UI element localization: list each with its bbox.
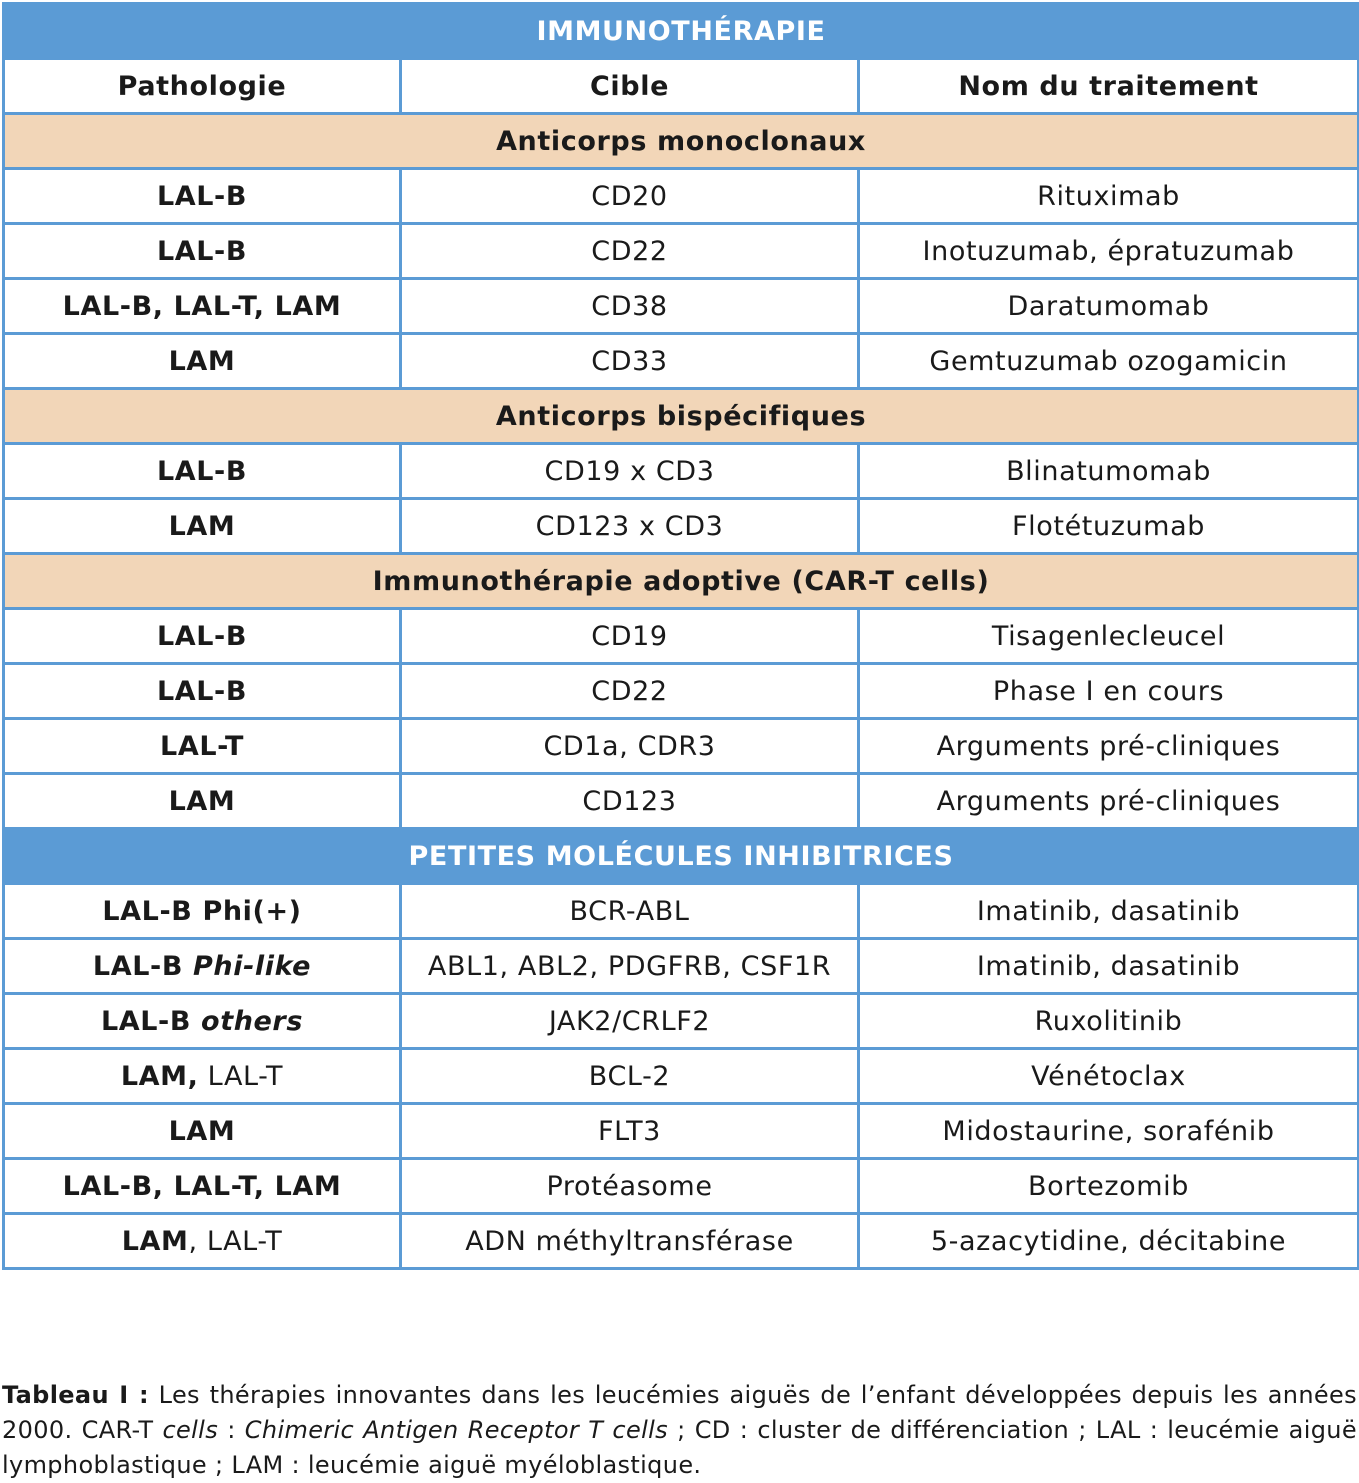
cible-cell: CD19 bbox=[401, 609, 859, 664]
pathologie-bold-part: LAL-B bbox=[92, 950, 193, 982]
section-title-small-molecules: PETITES MOLÉCULES INHIBITRICES bbox=[4, 829, 1359, 884]
traitement-cell: Tisagenlecleucel bbox=[859, 609, 1359, 664]
table-row bbox=[4, 774, 1359, 829]
column-header-row bbox=[4, 59, 1359, 114]
table-row bbox=[4, 279, 1359, 334]
column-header-traitement: Nom du traitement bbox=[859, 59, 1359, 114]
cible-cell: CD19 x CD3 bbox=[401, 444, 859, 499]
pathologie-cell: LAL-B Phi(+) bbox=[4, 884, 401, 939]
cible-cell: ADN méthyltransférase bbox=[401, 1214, 859, 1269]
pathologie-cell bbox=[4, 1214, 401, 1269]
pathologie-bold-part: LAL-B bbox=[100, 1005, 202, 1037]
section-row-small-molecules bbox=[4, 829, 1359, 884]
group-title-cart: Immunothérapie adoptive (CAR-T cells) bbox=[4, 554, 1359, 609]
pathologie-normal-part: LAL-T bbox=[198, 1060, 284, 1092]
caption-italic-1: cells bbox=[162, 1416, 219, 1444]
cible-cell: BCL-2 bbox=[401, 1049, 859, 1104]
group-title-monoclonal: Anticorps monoclonaux bbox=[4, 114, 1359, 169]
pathologie-cell bbox=[4, 1049, 401, 1104]
caption-label: Tableau I : bbox=[2, 1381, 149, 1409]
pathologie-italic-part: Phi-like bbox=[193, 950, 312, 982]
traitement-cell: Rituximab bbox=[859, 169, 1359, 224]
caption-text-3: ; CD : cluster de différenciation ; LAL : leucémie aiguë lymphoblastique ; LAM : leucémie aiguë myéloblastique. bbox=[2, 1416, 1357, 1479]
pathologie-normal-part: , LAL-T bbox=[188, 1225, 283, 1257]
table-row bbox=[4, 884, 1359, 939]
traitement-cell: Midostaurine, sorafénib bbox=[859, 1104, 1359, 1159]
traitement-cell: Vénétoclax bbox=[859, 1049, 1359, 1104]
cible-cell: ABL1, ABL2, PDGFRB, CSF1R bbox=[401, 939, 859, 994]
traitement-cell: Daratumomab bbox=[859, 279, 1359, 334]
traitement-cell: Imatinib, dasatinib bbox=[859, 884, 1359, 939]
pathologie-cell: LAL-B, LAL-T, LAM bbox=[4, 279, 401, 334]
cible-cell: CD1a, CDR3 bbox=[401, 719, 859, 774]
table-row bbox=[4, 169, 1359, 224]
caption-text-2: : bbox=[218, 1416, 245, 1444]
pathologie-cell: LAL-B bbox=[4, 224, 401, 279]
cible-cell: BCR-ABL bbox=[401, 884, 859, 939]
table-caption bbox=[2, 1378, 1357, 1483]
table-row bbox=[4, 1214, 1359, 1269]
traitement-cell: Arguments pré-cliniques bbox=[859, 719, 1359, 774]
table-row bbox=[4, 609, 1359, 664]
pathologie-cell: LAL-B, LAL-T, LAM bbox=[4, 1159, 401, 1214]
pathologie-cell bbox=[4, 994, 401, 1049]
cible-cell: CD22 bbox=[401, 224, 859, 279]
cible-cell: Protéasome bbox=[401, 1159, 859, 1214]
table-row bbox=[4, 1159, 1359, 1214]
column-header-pathologie: Pathologie bbox=[4, 59, 401, 114]
table-row bbox=[4, 444, 1359, 499]
section-title-immunotherapy: IMMUNOTHÉRAPIE bbox=[4, 4, 1359, 59]
traitement-cell: Blinatumomab bbox=[859, 444, 1359, 499]
group-row-monoclonal bbox=[4, 114, 1359, 169]
cible-cell: CD123 x CD3 bbox=[401, 499, 859, 554]
pathologie-cell: LAM bbox=[4, 1104, 401, 1159]
cible-cell: CD22 bbox=[401, 664, 859, 719]
traitement-cell: Imatinib, dasatinib bbox=[859, 939, 1359, 994]
pathologie-cell: LAM bbox=[4, 334, 401, 389]
cible-cell: CD123 bbox=[401, 774, 859, 829]
table-row bbox=[4, 499, 1359, 554]
pathologie-cell: LAL-B bbox=[4, 609, 401, 664]
table-row bbox=[4, 1104, 1359, 1159]
cible-cell: CD33 bbox=[401, 334, 859, 389]
section-row-immunotherapy bbox=[4, 4, 1359, 59]
pathologie-cell: LAL-B bbox=[4, 169, 401, 224]
cible-cell: FLT3 bbox=[401, 1104, 859, 1159]
cible-cell: CD20 bbox=[401, 169, 859, 224]
traitement-cell: Gemtuzumab ozogamicin bbox=[859, 334, 1359, 389]
pathologie-cell: LAL-B bbox=[4, 664, 401, 719]
pathologie-cell bbox=[4, 939, 401, 994]
pathologie-cell: LAM bbox=[4, 499, 401, 554]
traitement-cell: Bortezomib bbox=[859, 1159, 1359, 1214]
table-row bbox=[4, 719, 1359, 774]
table-row bbox=[4, 224, 1359, 279]
traitement-cell: Ruxolitinib bbox=[859, 994, 1359, 1049]
pathologie-cell: LAM bbox=[4, 774, 401, 829]
traitement-cell: 5-azacytidine, décitabine bbox=[859, 1214, 1359, 1269]
traitement-cell: Flotétuzumab bbox=[859, 499, 1359, 554]
table-row bbox=[4, 1049, 1359, 1104]
traitement-cell: Arguments pré-cliniques bbox=[859, 774, 1359, 829]
table-row bbox=[4, 334, 1359, 389]
traitement-cell: Phase I en cours bbox=[859, 664, 1359, 719]
pathologie-bold-part: LAM, bbox=[120, 1060, 199, 1092]
pathologie-cell: LAL-B bbox=[4, 444, 401, 499]
group-row-cart bbox=[4, 554, 1359, 609]
group-row-bispecific bbox=[4, 389, 1359, 444]
cible-cell: JAK2/CRLF2 bbox=[401, 994, 859, 1049]
table-row bbox=[4, 664, 1359, 719]
caption-text-1: Les thérapies innovantes dans les leucémies aiguës de l’enfant développées depuis les années 2000. CAR-T bbox=[2, 1381, 1357, 1444]
caption-italic-2: Chimeric Antigen Receptor T cells bbox=[244, 1416, 668, 1444]
pathologie-cell: LAL-T bbox=[4, 719, 401, 774]
column-header-cible: Cible bbox=[401, 59, 859, 114]
pathologie-bold-part: LAM bbox=[121, 1225, 189, 1257]
table-row bbox=[4, 994, 1359, 1049]
group-title-bispecific: Anticorps bispécifiques bbox=[4, 389, 1359, 444]
pathologie-italic-part: others bbox=[201, 1005, 304, 1037]
cible-cell: CD38 bbox=[401, 279, 859, 334]
table-row bbox=[4, 939, 1359, 994]
traitement-cell: Inotuzumab, épratuzumab bbox=[859, 224, 1359, 279]
immunotherapy-table bbox=[2, 2, 1359, 1270]
